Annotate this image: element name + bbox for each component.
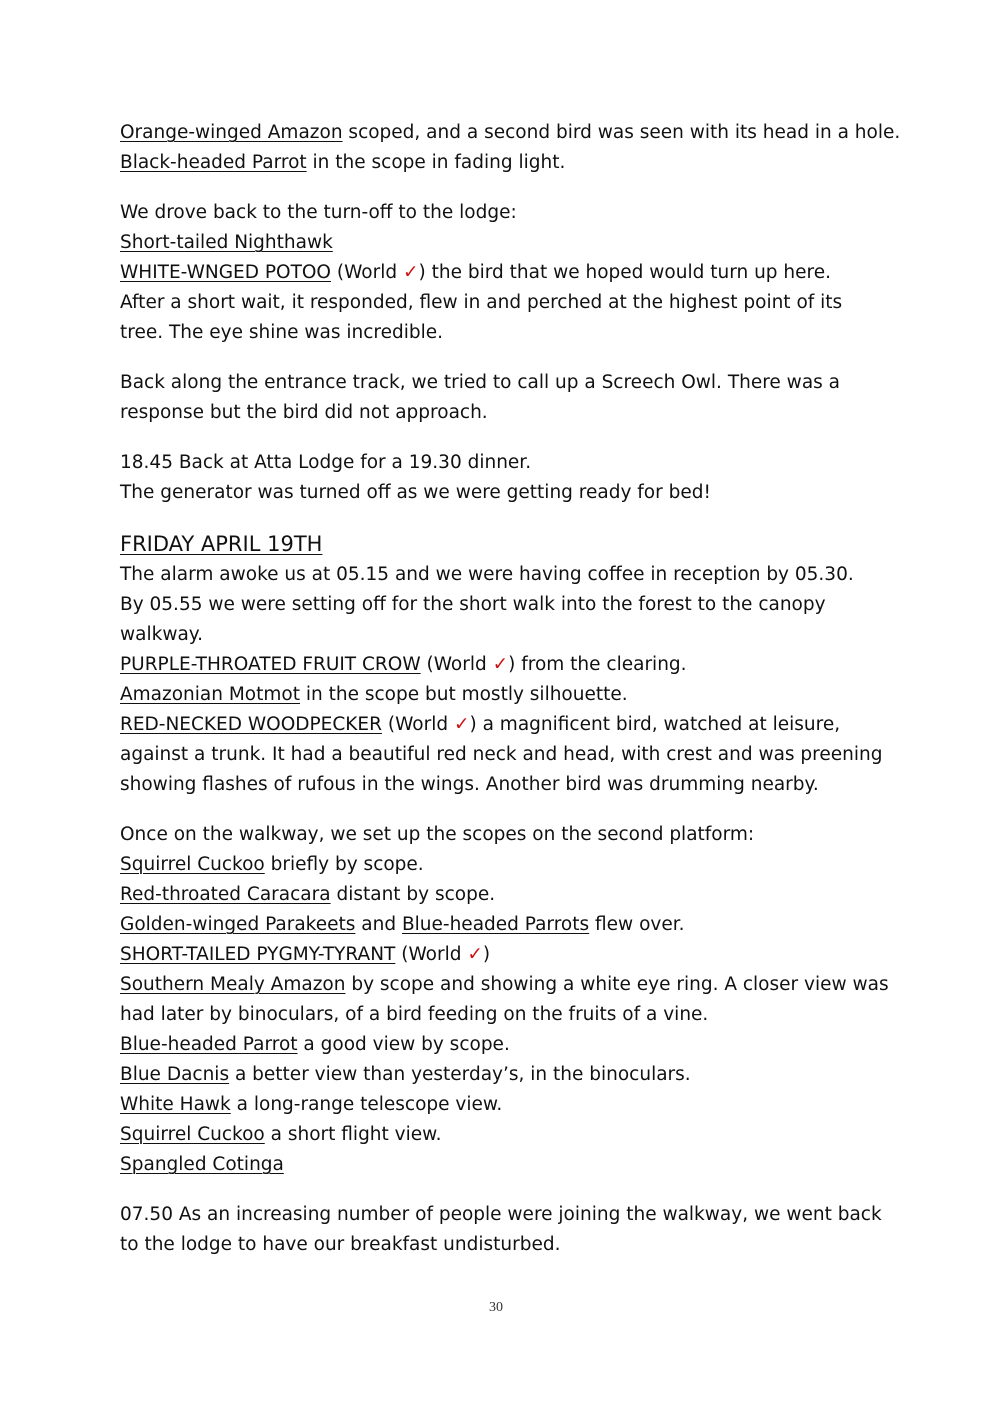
page-number: 30 bbox=[489, 1300, 503, 1315]
species-name: PURPLE-THROATED FRUIT CROW bbox=[120, 654, 421, 675]
checkmark-icon: ✓ bbox=[492, 654, 509, 675]
text-line: against a trunk. It had a beautiful red neck and head, with crest and was preening bbox=[120, 744, 883, 765]
species-name: SHORT-TAILED PYGMY-TYRANT bbox=[120, 944, 396, 965]
species-name: Orange-winged Amazon bbox=[120, 122, 343, 143]
text-line: Southern Mealy Amazon by scope and showing a white eye ring. A closer view was bbox=[120, 974, 889, 995]
species-name: Squirrel Cuckoo bbox=[120, 1124, 265, 1145]
species-name: Short-tailed Nighthawk bbox=[120, 232, 333, 253]
species-name: Squirrel Cuckoo bbox=[120, 854, 265, 875]
text-line: response but the bird did not approach. bbox=[120, 402, 488, 423]
paragraph-morning-walk bbox=[120, 560, 883, 800]
text-line bbox=[120, 228, 880, 258]
document-page bbox=[120, 118, 901, 1280]
text-line: walkway. bbox=[120, 624, 203, 645]
text-line: Red-throated Caracara distant by scope. bbox=[120, 884, 496, 905]
text-line: WHITE-WNGED POTOO (World ✓) the bird that we hoped would turn up here. bbox=[120, 262, 831, 283]
text-line: had later by binoculars, of a bird feeding on the fruits of a vine. bbox=[120, 1004, 709, 1025]
text-line: RED-NECKED WOODPECKER (World ✓) a magnificent bird, watched at leisure, bbox=[120, 714, 841, 735]
paragraph-walkway bbox=[120, 820, 889, 1180]
text-line bbox=[120, 1150, 880, 1180]
text-line: Back along the entrance track, we tried to call up a Screech Owl. There was a bbox=[120, 372, 841, 393]
checkmark-icon: ✓ bbox=[403, 262, 419, 283]
text-line: Blue Dacnis a better view than yesterday’s, in the binoculars. bbox=[120, 1064, 691, 1085]
text-line: 18.45 Back at Atta Lodge for a 19.30 dinner. bbox=[120, 452, 532, 473]
text-line: showing flashes of rufous in the wings. Another bird was drumming nearby. bbox=[120, 774, 819, 795]
text-line: to the lodge to have our breakfast undisturbed. bbox=[120, 1234, 561, 1255]
species-name: Blue-headed Parrot bbox=[120, 1034, 298, 1055]
text-line: Orange-winged Amazon scoped, and a second bird was seen with its head in a hole. bbox=[120, 122, 901, 143]
species-name: WHITE-WNGED POTOO bbox=[120, 262, 331, 283]
text-line: We drove back to the turn-off to the lodge: bbox=[120, 202, 517, 223]
paragraph-breakfast bbox=[120, 1200, 880, 1260]
text-line: PURPLE-THROATED FRUIT CROW (World ✓) from the clearing. bbox=[120, 654, 687, 675]
text-line: The generator was turned off as we were getting ready for bed! bbox=[120, 482, 711, 503]
text-line: Golden-winged Parakeets and Blue-headed Parrots flew over. bbox=[120, 914, 685, 935]
text-line: Blue-headed Parrot a good view by scope. bbox=[120, 1034, 510, 1055]
species-name: Red-throated Caracara bbox=[120, 884, 331, 905]
text-line: Squirrel Cuckoo briefly by scope. bbox=[120, 854, 424, 875]
paragraph-dinner bbox=[120, 448, 880, 508]
text-line: The alarm awoke us at 05.15 and we were having coffee in reception by 05.30. bbox=[120, 564, 854, 585]
checkmark-icon: ✓ bbox=[467, 944, 483, 965]
paragraph-parrots bbox=[120, 118, 901, 178]
text-line: SHORT-TAILED PYGMY-TYRANT (World ✓) bbox=[120, 944, 491, 965]
text-line: Squirrel Cuckoo a short flight view. bbox=[120, 1124, 442, 1145]
text-line: tree. The eye shine was incredible. bbox=[120, 322, 443, 343]
species-name: Black-headed Parrot bbox=[120, 152, 307, 173]
species-name: White Hawk bbox=[120, 1094, 231, 1115]
text-line: Amazonian Motmot in the scope but mostly silhouette. bbox=[120, 684, 628, 705]
species-name: Blue Dacnis bbox=[120, 1064, 230, 1085]
species-name: Amazonian Motmot bbox=[120, 684, 300, 705]
text-line: White Hawk a long-range telescope view. bbox=[120, 1094, 503, 1115]
species-name: Spangled Cotinga bbox=[120, 1154, 284, 1175]
day-heading: FRIDAY APRIL 19TH bbox=[120, 532, 323, 556]
checkmark-icon: ✓ bbox=[453, 714, 470, 735]
species-name: Southern Mealy Amazon bbox=[120, 974, 346, 995]
paragraph-screech-owl bbox=[120, 368, 880, 428]
species-name: Blue-headed Parrots bbox=[401, 914, 590, 935]
species-name: Golden-winged Parakeets bbox=[120, 914, 356, 935]
text-line: Black-headed Parrot in the scope in fading light. bbox=[120, 152, 566, 173]
text-line: Once on the walkway, we set up the scopes on the second platform: bbox=[120, 824, 755, 845]
species-name: RED-NECKED WOODPECKER bbox=[120, 714, 382, 735]
text-line: 07.50 As an increasing number of people were joining the walkway, we went back bbox=[120, 1204, 882, 1225]
text-line: After a short wait, it responded, flew in and perched at the highest point of its bbox=[120, 292, 843, 313]
paragraph-potoo bbox=[120, 198, 880, 348]
text-line: By 05.55 we were setting off for the short walk into the forest to the canopy bbox=[120, 594, 826, 615]
